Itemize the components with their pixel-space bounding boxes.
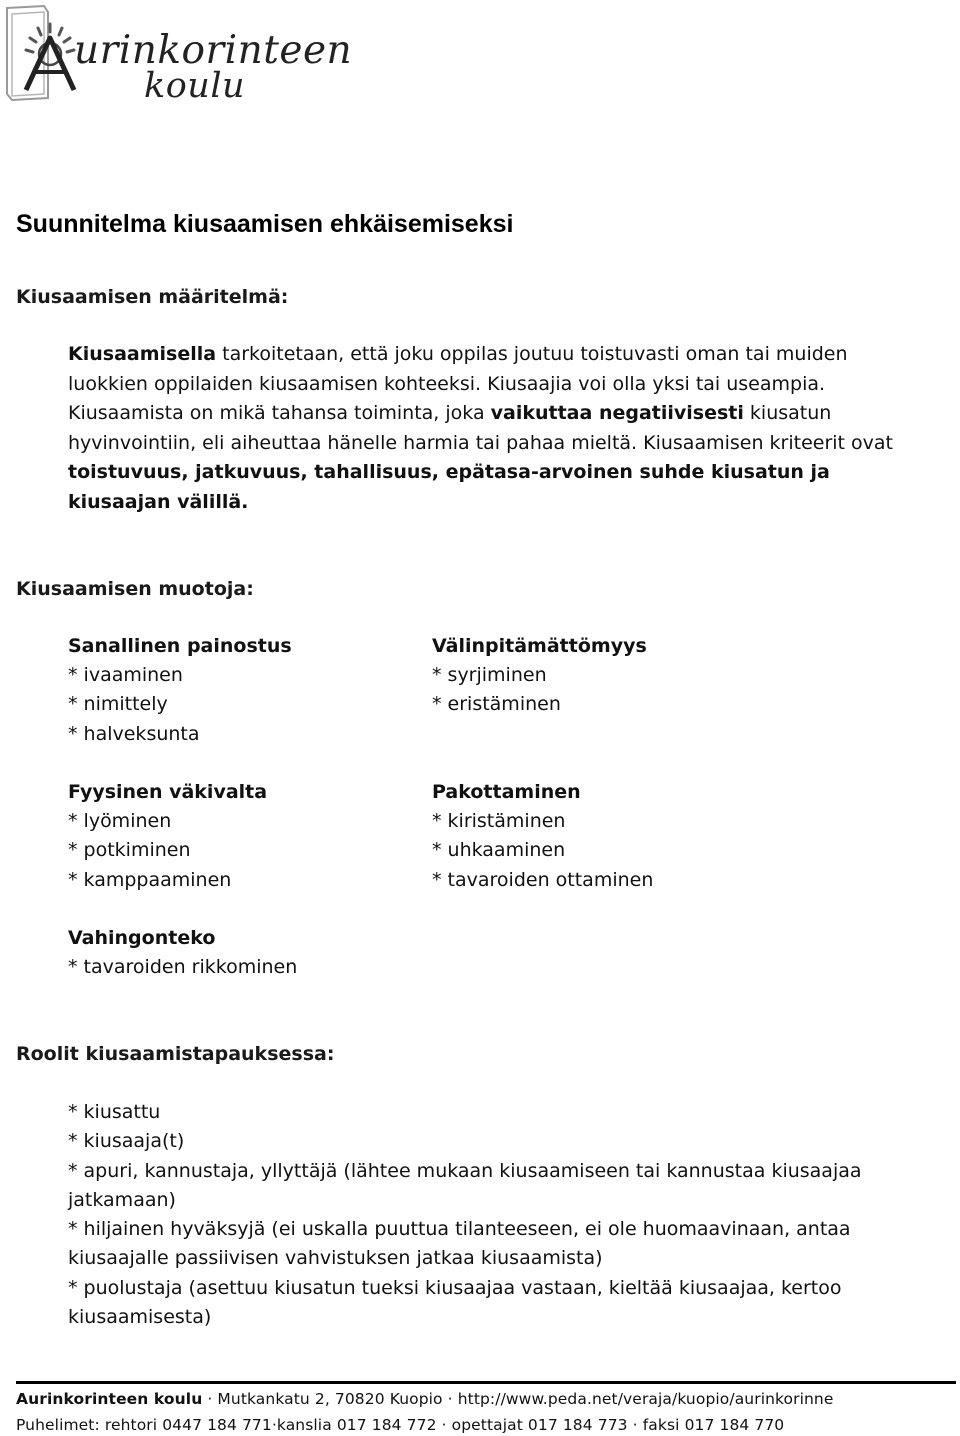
role-line: * kiusaaja(t) xyxy=(68,1130,185,1153)
definition-line xyxy=(68,340,948,370)
definition-bold-run: Kiusaamisella xyxy=(68,343,217,365)
definition-bold-run: vaikuttaa negatiivisesti xyxy=(490,402,744,424)
form-group-title: Välinpitämättömyys xyxy=(432,635,647,657)
definition-line xyxy=(68,399,948,429)
role-line: jatkamaan) xyxy=(68,1188,176,1211)
definition-line xyxy=(68,488,948,518)
role-line: * puolustaja (asettuu kiusatun tueksi kiusaajaa vastaan, kieltää kiusaajaa, kertoo xyxy=(68,1276,842,1299)
footer-phones: Puhelimet: rehtori 0447 184 771·kanslia 017 184 772 · opettajat 017 184 773 · faksi 017 184 770 xyxy=(16,1416,785,1434)
form-item: * lyöminen xyxy=(68,810,172,833)
form-item: * halveksunta xyxy=(68,722,200,745)
form-group-indifference xyxy=(432,632,647,720)
forms-heading: Kiusaamisen muotoja: xyxy=(16,578,254,600)
footer-divider xyxy=(16,1381,956,1384)
definition-run: tarkoitetaan, että joku oppilas joutuu toistuvasti oman tai muiden xyxy=(216,343,848,365)
logo-line2: koulu xyxy=(144,66,246,106)
form-group-title: Sanallinen painostus xyxy=(68,635,292,657)
form-item: * eristäminen xyxy=(432,693,561,716)
definition-line xyxy=(68,370,948,400)
form-item: * ivaaminen xyxy=(68,664,183,687)
role-line: kiusaajalle passiivisen vahvistuksen jatkaa kiusaamista) xyxy=(68,1247,603,1270)
roles-heading: Roolit kiusaamistapauksessa: xyxy=(16,1043,335,1065)
form-item: * syrjiminen xyxy=(432,664,547,687)
form-item: * tavaroiden ottaminen xyxy=(432,868,654,891)
footer-address xyxy=(16,1390,834,1408)
definition-line xyxy=(68,458,948,488)
form-group-title: Vahingonteko xyxy=(68,927,216,949)
logo-line1: urinkorinteen xyxy=(74,28,353,73)
form-item: * kamppaaminen xyxy=(68,868,232,891)
form-item: * potkiminen xyxy=(68,839,191,862)
definition-run: kiusatun xyxy=(743,402,832,424)
school-logo xyxy=(4,2,353,107)
form-group-vandalism xyxy=(68,924,297,982)
page-title: Suunnitelma kiusaamisen ehkäisemiseksi xyxy=(16,210,514,238)
form-item: * nimittely xyxy=(68,693,168,716)
form-item: * tavaroiden rikkominen xyxy=(68,956,298,979)
definition-heading: Kiusaamisen määritelmä: xyxy=(16,286,289,308)
form-group-title: Fyysinen väkivalta xyxy=(68,781,268,803)
role-line: * hiljainen hyväksyjä (ei uskalla puuttua tilanteeseen, ei ole huomaavinaan, antaa xyxy=(68,1218,851,1241)
definition-run: hyvinvointiin, eli aiheuttaa hänelle harmia tai pahaa mieltä. Kiusaamisen kriteerit ovat xyxy=(68,431,894,454)
definition-bold-run: kiusaajan välillä. xyxy=(68,490,249,513)
form-item: * uhkaaminen xyxy=(432,839,566,862)
definition-run: luokkien oppilaiden kiusaamisen kohteeksi. Kiusaajia voi olla yksi tai useampia. xyxy=(68,372,826,395)
form-group-verbal xyxy=(68,632,292,749)
definition-paragraph xyxy=(68,340,948,517)
footer-school-name: Aurinkorinteen koulu xyxy=(16,1390,203,1408)
form-item: * kiristäminen xyxy=(432,810,566,833)
form-group-physical xyxy=(68,778,267,895)
form-group-title: Pakottaminen xyxy=(432,781,581,803)
definition-bold-run: toistuvuus, jatkuvuus, tahallisuus, epätasa-arvoinen suhde kiusatun ja xyxy=(68,461,830,483)
roles-list xyxy=(68,1098,948,1332)
definition-run: Kiusaamista on mikä tahansa toiminta, joka xyxy=(68,402,491,424)
form-group-coercion xyxy=(432,778,653,895)
definition-line xyxy=(68,429,948,459)
role-line: * kiusattu xyxy=(68,1101,161,1123)
footer-address-text: · Mutkankatu 2, 70820 Kuopio · http://www.peda.net/veraja/kuopio/aurinkorinne xyxy=(202,1390,834,1408)
role-line: kiusaamisesta) xyxy=(68,1306,212,1329)
role-line: * apuri, kannustaja, yllyttäjä (lähtee mukaan kiusaamiseen tai kannustaa kiusaajaa xyxy=(68,1159,862,1182)
